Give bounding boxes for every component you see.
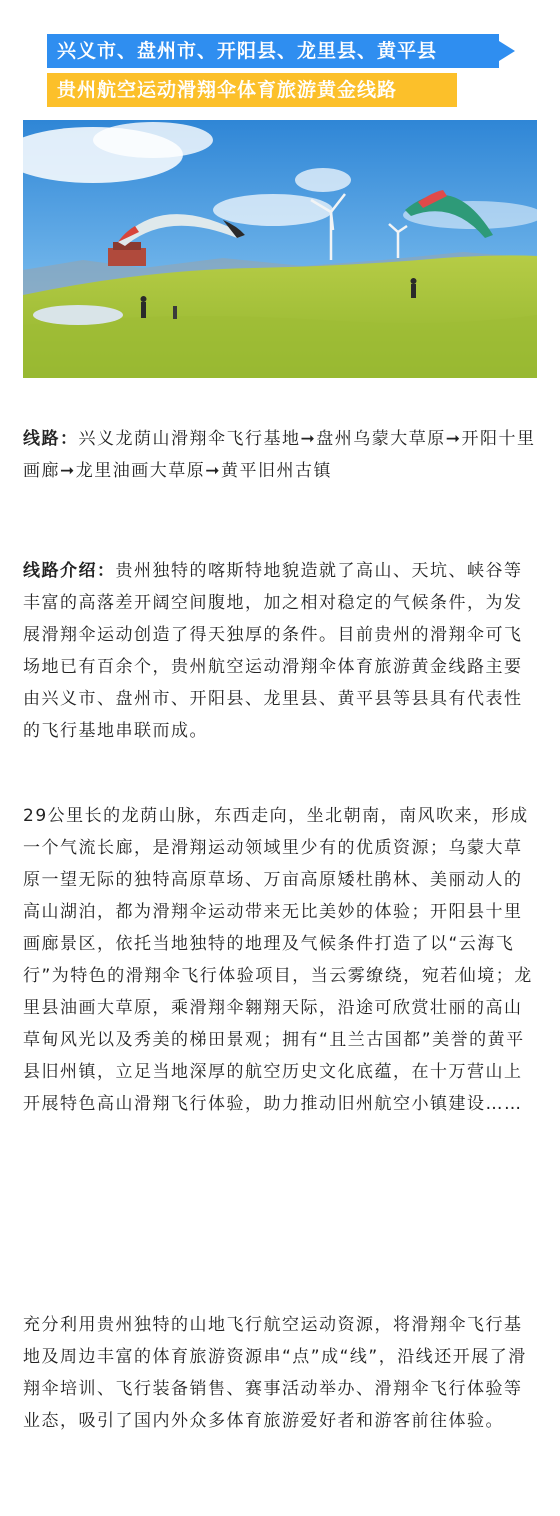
details-paragraph: 29公里长的龙荫山脉，东西走向，坐北朝南，南风吹来，形成一个气流长廊，是滑翔运动领域里少有的优质资源；乌蒙大草原一望无际的独特高原草场、万亩高原矮杜鹃林、美丽动人的高山湖泊，都为滑翔伞运动带来无比美妙的体验；开阳县十里画廊景区，依托当地独特的地理及气候条件打造了以“云海飞行”为特色的滑翔伞飞行体验项目，当云雾缭绕，宛若仙境；龙里县油画大草原，乘滑翔伞翱翔天际，沿途可欣赏壮丽的高山草甸风光以及秀美的梯田景观；拥有“且兰古国都”美誉的黄平县旧州镇，立足当地深厚的航空历史文化底蕴，在十万营山上开展特色高山滑翔飞行体验，助力推动旧州航空小镇建设…… [23,806,533,1114]
intro-paragraph [23,555,537,747]
intro-text: 贵州独特的喀斯特地貌造就了高山、天坑、峡谷等丰富的高落差开阔空间腹地，加之相对稳定的气候条件，为发展滑翔伞运动创造了得天独厚的条件。目前贵州的滑翔伞可飞场地已有百余个，贵州航空运动滑翔伞体育旅游黄金线路主要由兴义市、盘州市、开阳县、龙里县、黄平县等县具有代表性的飞行基地串联而成。 [23,561,523,741]
paragliding-photo [23,120,537,378]
route-text: 兴义龙荫山滑翔伞飞行基地➞盘州乌蒙大草原➞开阳十里画廊➞龙里油画大草原➞黄平旧州古镇 [23,429,536,481]
route-label: 线路： [23,429,79,449]
route-title-banner: 贵州航空运动滑翔伞体育旅游黄金线路 [47,73,457,107]
banner-arrow-icon [499,41,515,61]
route-paragraph [23,423,537,487]
intro-label: 线路介绍： [23,561,116,581]
summary-paragraph: 充分利用贵州独特的山地飞行航空运动资源，将滑翔伞飞行基地及周边丰富的体育旅游资源串“点”成“线”，沿线还开展了滑翔伞培训、飞行装备销售、赛事活动举办、滑翔伞飞行体验等业态，吸引了国内外众多体育旅游爱好者和游客前往体验。 [23,1315,527,1431]
locations-banner: 兴义市、盘州市、开阳县、龙里县、黄平县 [47,34,499,68]
